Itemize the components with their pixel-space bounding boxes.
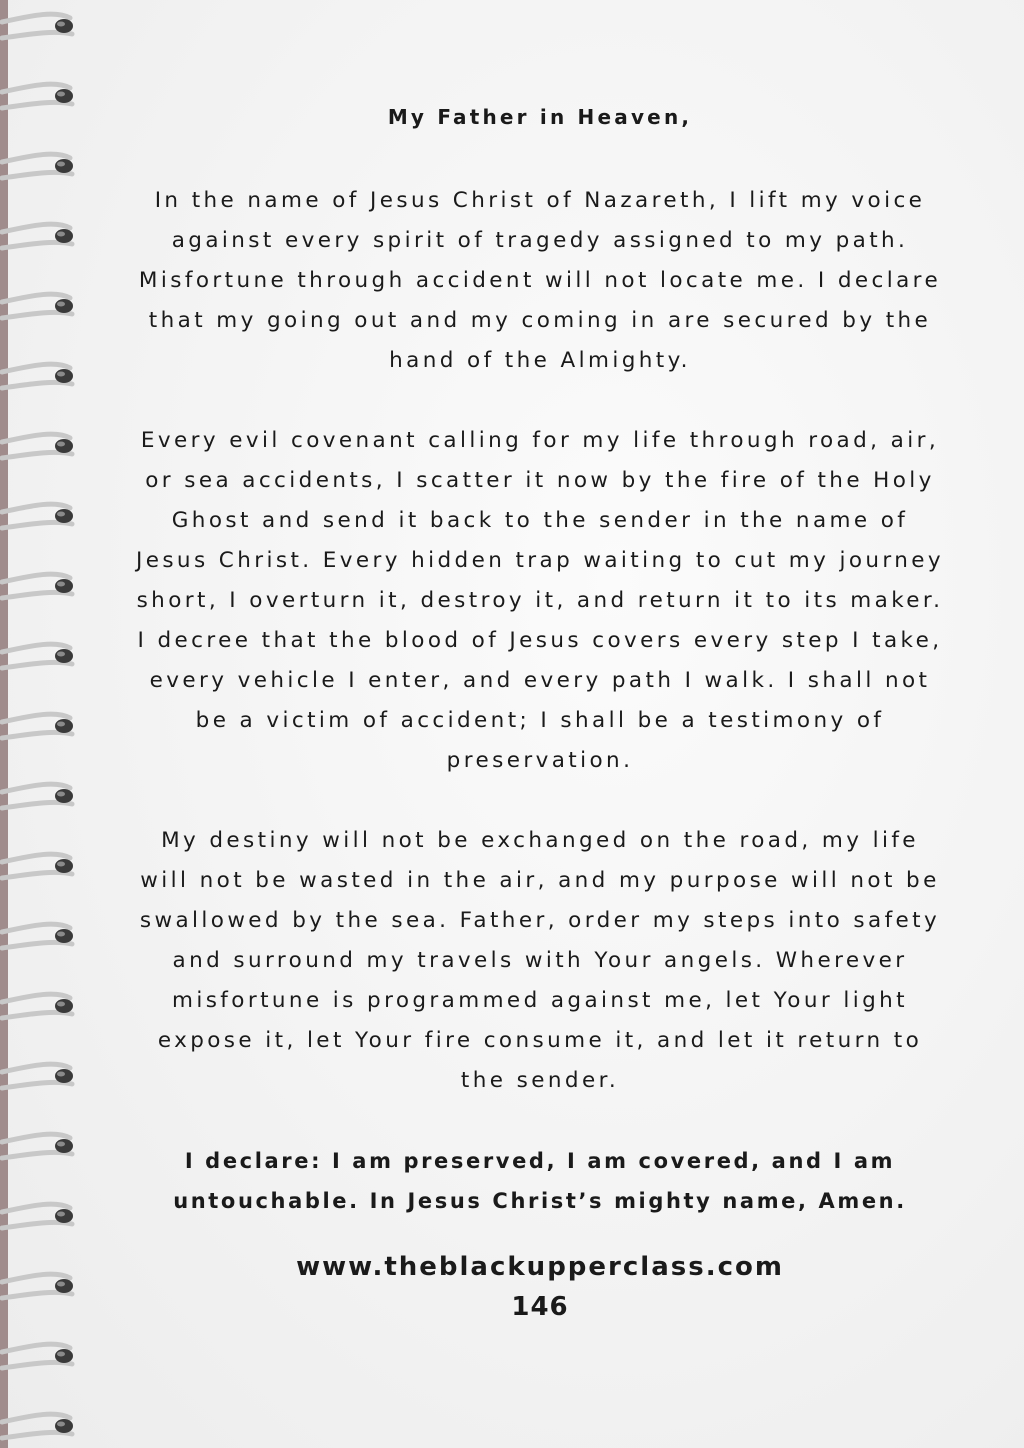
paragraph-line: Jesus Christ. Every hidden trap waiting to cut my journey [135,548,945,573]
paragraph-line: Misfortune through accident will not locate me. I declare [138,268,942,293]
spiral-ring [2,434,73,458]
paragraph-line: expose it, let Your fire consume it, and let it return to [157,1028,923,1053]
website-url: www.theblackupperclass.com [296,1252,784,1282]
prayer-heading: My Father in Heaven, [387,105,693,129]
paragraph-line: every vehicle I enter, and every path I walk. I shall not [149,668,931,693]
paragraph-line: Every evil covenant calling for my life through road, air, [140,428,940,453]
page-number: 146 [511,1292,569,1322]
spiral-ring [2,1134,73,1158]
closing-line: untouchable. In Jesus Christ’s mighty name, Amen. [173,1189,907,1213]
paragraph-line: or sea accidents, I scatter it now by the fire of the Holy [145,468,935,493]
paragraph-line: I decree that the blood of Jesus covers every step I take, [137,628,943,653]
paragraph-line: the sender. [460,1068,620,1093]
paragraph-line: short, I overturn it, destroy it, and return it to its maker. [136,588,944,613]
spiral-binding [0,0,90,1448]
spiral-ring [2,154,73,178]
spiral-ring [2,224,73,248]
spiral-ring [2,644,73,668]
spiral-ring [2,1414,73,1438]
paragraph-line: preservation. [446,748,634,773]
spiral-ring [2,1274,73,1298]
paragraph-line: My destiny will not be exchanged on the road, my life [161,828,919,853]
spiral-ring [2,574,73,598]
spiral-ring [2,714,73,738]
spiral-ring [2,854,73,878]
spiral-ring [2,504,73,528]
paragraph-line: swallowed by the sea. Father, order my steps into safety [139,908,941,933]
paragraph-line: In the name of Jesus Christ of Nazareth, I lift my voice [154,188,926,213]
spiral-ring [2,1064,73,1088]
spiral-ring [2,1204,73,1228]
paragraph-line: that my going out and my coming in are secured by the [148,308,932,333]
spiral-ring [2,784,73,808]
paragraph-line: against every spirit of tragedy assigned to my path. [171,228,909,253]
spiral-ring [2,364,73,388]
paragraph-line: misfortune is programmed against me, let Your light [171,988,908,1013]
closing-line: I declare: I am preserved, I am covered, and I am [184,1149,896,1173]
spiral-ring [2,14,73,38]
spiral-ring [2,294,73,318]
paragraph-line: Ghost and send it back to the sender in the name of [171,508,909,533]
paragraph-line: hand of the Almighty. [389,348,691,373]
spiral-ring [2,994,73,1018]
spiral-ring [2,924,73,948]
spiral-ring [2,1344,73,1368]
paragraph-line: be a victim of accident; I shall be a testimony of [195,708,885,733]
spiral-ring [2,84,73,108]
paragraph-line: and surround my travels with Your angels. Wherever [172,948,908,973]
paragraph-line: will not be wasted in the air, and my purpose will not be [140,868,940,893]
